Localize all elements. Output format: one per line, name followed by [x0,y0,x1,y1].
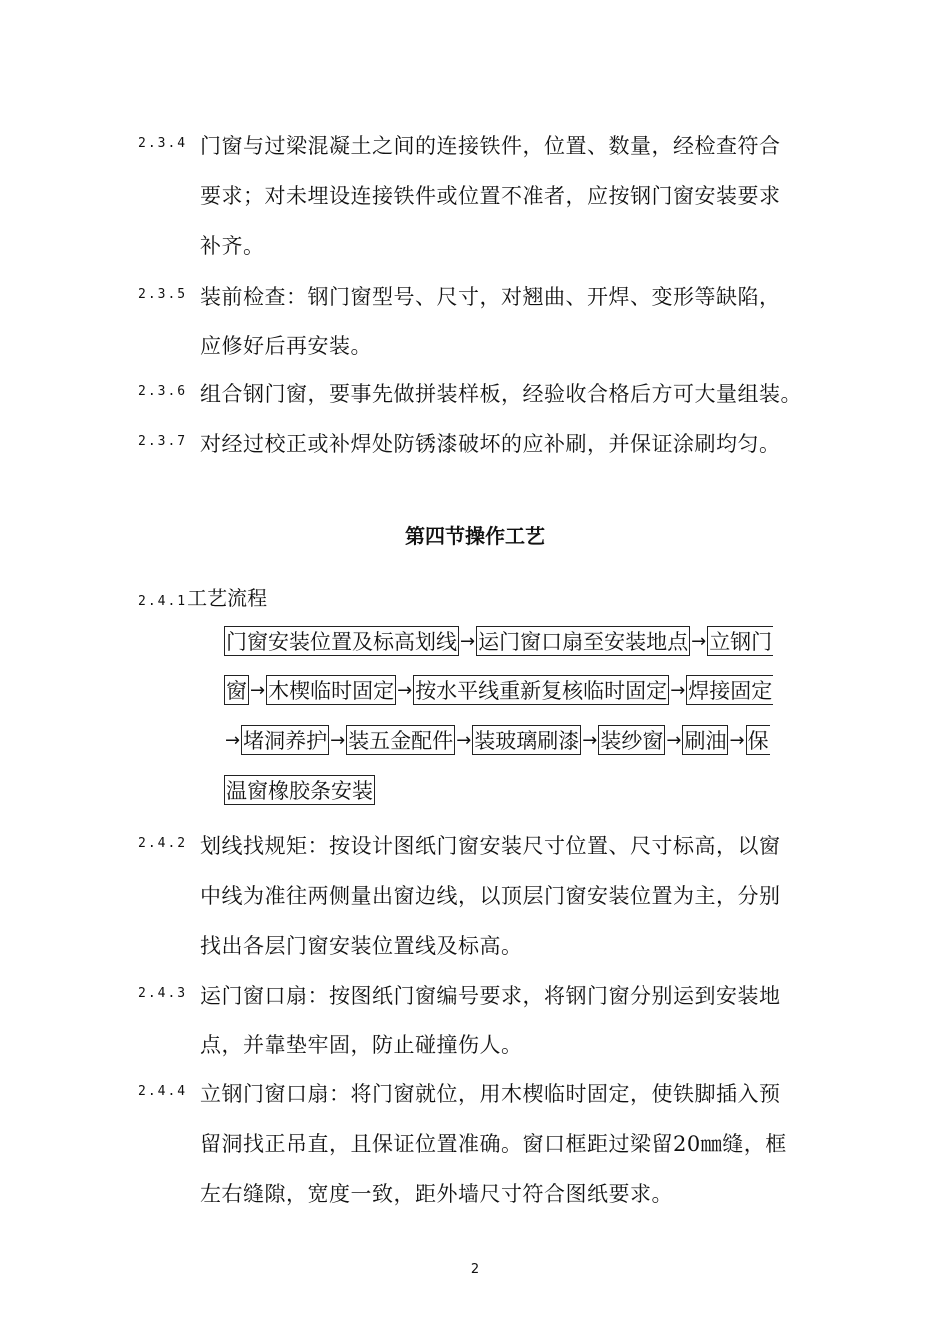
arrow-icon: → [670,679,686,701]
flow-step: 木楔临时固定 [266,675,396,705]
arrow-icon: → [397,679,413,701]
flow-row-4 [224,773,820,807]
flow-step: 装五金配件 [346,725,455,755]
flow-row-2 [224,673,820,707]
section-number: 2.4.4 [138,1084,188,1099]
section-heading: 第四节操作工艺 [405,524,545,548]
flow-step: 保 [746,725,770,755]
section-number: 2.3.7 [138,434,188,449]
flow-step: 按水平线重新复核临时固定 [413,675,669,705]
flow-step: 刷油 [682,725,728,755]
paragraph-line: 左右缝隙，宽度一致，距外墙尺寸符合图纸要求。 [200,1182,673,1206]
arrow-icon: → [456,729,472,751]
paragraph-line: 立钢门窗口扇：将门窗就位，用木楔临时固定，使铁脚插入预 [200,1082,781,1106]
arrow-icon: → [330,729,346,751]
paragraph-line: 留洞找正吊直，且保证位置准确。窗口框距过梁留20㎜缝，框 [200,1132,787,1156]
paragraph-line: 装前检查：钢门窗型号、尺寸，对翘曲、开焊、变形等缺陷， [200,285,781,309]
arrow-icon: → [729,729,745,751]
flow-row-1 [224,624,820,658]
flow-step: 窗 [224,675,249,705]
paragraph-line: 划线找规矩：按设计图纸门窗安装尺寸位置、尺寸标高，以窗 [200,834,781,858]
section-number: 2.4.3 [138,986,188,1001]
flow-step: 焊接固定 [686,675,773,705]
paragraph-line: 要求；对未埋设连接铁件或位置不准者，应按钢门窗安装要求 [200,184,781,208]
paragraph-line: 门窗与过梁混凝土之间的连接铁件，位置、数量，经检查符合 [200,134,781,158]
flow-step: 门窗安装位置及标高划线 [224,626,459,656]
section-number: 2.4.1 [138,594,188,609]
paragraph-line: 中线为准往两侧量出窗边线，以顶层门窗安装位置为主，分别 [200,884,781,908]
arrow-icon: → [225,729,241,751]
section-number: 2.3.6 [138,384,188,399]
flow-row-3 [224,723,820,757]
page-number: 2 [470,1262,480,1277]
arrow-icon: → [250,679,266,701]
flow-step: 立钢门 [707,626,773,656]
flow-step: 运门窗口扇至安装地点 [476,626,690,656]
paragraph-line: 运门窗口扇：按图纸门窗编号要求，将钢门窗分别运到安装地 [200,984,781,1008]
flow-label: 工艺流程 [187,586,268,610]
arrow-icon: → [460,630,476,652]
paragraph-line: 点，并靠垫牢固，防止碰撞伤人。 [200,1033,523,1057]
paragraph-line: 应修好后再安装。 [200,334,372,358]
flow-step: 装玻璃刷漆 [472,725,581,755]
paragraph-line: 组合钢门窗，要事先做拼装样板，经验收合格后方可大量组装。 [200,382,802,406]
paragraph-line: 找出各层门窗安装位置线及标高。 [200,934,523,958]
arrow-icon: → [691,630,707,652]
section-number: 2.3.4 [138,136,188,151]
paragraph-line: 对经过校正或补焊处防锈漆破坏的应补刷，并保证涂刷均匀。 [200,432,781,456]
flow-step: 堵洞养护 [241,725,329,755]
section-number: 2.4.2 [138,836,188,851]
section-number: 2.3.5 [138,287,188,302]
arrow-icon: → [582,729,598,751]
paragraph-line: 补齐。 [200,234,265,258]
flow-step: 装纱窗 [598,725,665,755]
flow-step: 温窗橡胶条安装 [224,775,375,805]
arrow-icon: → [666,729,682,751]
flow-heading [138,582,267,611]
